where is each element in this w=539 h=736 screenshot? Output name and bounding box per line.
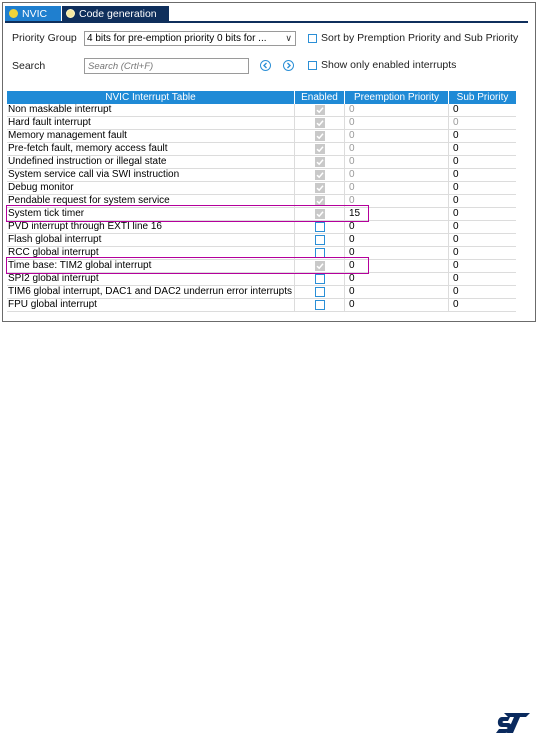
tab-underline — [5, 21, 528, 23]
table-row[interactable] — [7, 130, 516, 143]
sub-priority-cell[interactable]: 0 — [453, 104, 459, 115]
enabled-cell — [295, 117, 345, 129]
interrupt-name: PVD interrupt through EXTI line 16 — [7, 221, 295, 233]
interrupt-name: Debug monitor — [7, 182, 295, 194]
enabled-checkbox[interactable] — [315, 287, 325, 297]
check-icon — [315, 105, 325, 115]
enabled-checkbox-checked — [315, 170, 325, 180]
preemption-priority-cell[interactable]: 0 — [345, 273, 449, 285]
interrupt-name: Hard fault interrupt — [7, 117, 295, 129]
sub-priority-cell[interactable]: 0 — [453, 208, 459, 219]
enabled-cell — [295, 286, 345, 298]
table-row[interactable] — [7, 117, 516, 130]
enabled-cell — [295, 182, 345, 194]
sub-priority-cell[interactable]: 0 — [453, 182, 459, 193]
preemption-priority-cell[interactable]: 0 — [345, 130, 449, 142]
enabled-cell — [295, 169, 345, 181]
preemption-priority-cell[interactable]: 0 — [345, 169, 449, 181]
enabled-cell — [295, 299, 345, 311]
check-icon — [315, 144, 325, 154]
interrupt-name: Flash global interrupt — [7, 234, 295, 246]
status-dot-icon — [66, 9, 75, 18]
table-row[interactable] — [7, 182, 516, 195]
sub-priority-cell[interactable]: 0 — [453, 156, 459, 167]
st-logo-icon — [496, 713, 530, 733]
enabled-cell — [295, 273, 345, 285]
table-row[interactable] — [7, 143, 516, 156]
check-icon — [315, 118, 325, 128]
column-header-sub-priority[interactable]: Sub Priority — [449, 91, 516, 104]
interrupt-name: Pendable request for system service — [7, 195, 295, 207]
sub-priority-cell[interactable]: 0 — [453, 143, 459, 154]
enabled-checkbox[interactable] — [315, 222, 325, 232]
preemption-priority-cell[interactable]: 0 — [345, 221, 449, 233]
preemption-priority-cell[interactable]: 0 — [345, 299, 449, 311]
table-row[interactable] — [7, 169, 516, 182]
tab-bar — [5, 6, 169, 21]
sub-priority-cell[interactable]: 0 — [453, 221, 459, 232]
enabled-checkbox[interactable] — [315, 235, 325, 245]
show-enabled-label: Show only enabled interrupts — [321, 59, 457, 71]
preemption-priority-cell[interactable]: 0 — [345, 156, 449, 168]
enabled-cell — [295, 221, 345, 233]
search-label: Search — [12, 60, 46, 72]
preemption-priority-cell[interactable]: 0 — [345, 260, 449, 272]
interrupt-name: FPU global interrupt — [7, 299, 295, 311]
enabled-checkbox-checked — [315, 118, 325, 128]
enabled-cell — [295, 143, 345, 155]
sub-priority-cell[interactable]: 0 — [453, 117, 459, 128]
table-row[interactable] — [7, 273, 516, 286]
column-header-enabled[interactable]: Enabled — [295, 91, 345, 104]
preemption-priority-cell[interactable]: 0 — [345, 117, 449, 129]
interrupt-name: Pre-fetch fault, memory access fault — [7, 143, 295, 155]
sub-priority-cell[interactable]: 0 — [453, 169, 459, 180]
table-row[interactable] — [7, 234, 516, 247]
enabled-checkbox[interactable] — [315, 300, 325, 310]
interrupt-name: Time base: TIM2 global interrupt — [7, 260, 295, 272]
chevron-right-circle-icon[interactable] — [283, 60, 294, 71]
sort-priority-label: Sort by Premption Priority and Sub Priority — [321, 32, 519, 44]
check-icon — [315, 170, 325, 180]
interrupt-name: Non maskable interrupt — [7, 104, 295, 116]
check-icon — [315, 131, 325, 141]
interrupt-name: System service call via SWI instruction — [7, 169, 295, 181]
preemption-priority-cell[interactable]: 15 — [345, 208, 449, 220]
preemption-priority-cell[interactable]: 0 — [345, 104, 449, 116]
column-header-name[interactable]: NVIC Interrupt Table — [7, 91, 295, 104]
sub-priority-cell[interactable]: 0 — [453, 247, 459, 258]
highlight-tim2-interrupt — [6, 257, 369, 274]
sub-priority-cell[interactable]: 0 — [453, 130, 459, 141]
preemption-priority-cell[interactable]: 0 — [345, 195, 449, 207]
interrupt-name: Memory management fault — [7, 130, 295, 142]
interrupt-name: System tick timer — [7, 208, 295, 220]
priority-group-select[interactable] — [84, 31, 296, 46]
sub-priority-cell[interactable]: 0 — [453, 234, 459, 245]
sub-priority-cell[interactable]: 0 — [453, 260, 459, 271]
table-row[interactable] — [7, 286, 516, 299]
chevron-left-circle-icon[interactable] — [260, 60, 271, 71]
enabled-cell — [295, 130, 345, 142]
enabled-checkbox-checked — [315, 157, 325, 167]
nvic-interrupt-table — [7, 91, 516, 312]
table-row[interactable] — [7, 299, 516, 312]
table-row[interactable] — [7, 221, 516, 234]
table-row[interactable] — [7, 104, 516, 117]
enabled-checkbox-checked — [315, 144, 325, 154]
table-header — [7, 91, 516, 104]
enabled-checkbox-checked — [315, 105, 325, 115]
priority-group-value: 4 bits for pre-emption priority 0 bits for ... — [87, 33, 267, 44]
tab-nvic[interactable] — [5, 6, 61, 21]
status-dot-icon — [9, 9, 18, 18]
enabled-cell — [295, 234, 345, 246]
enabled-cell — [295, 156, 345, 168]
sort-priority-checkbox[interactable] — [308, 34, 317, 43]
highlight-system-tick-timer — [6, 205, 369, 222]
show-enabled-checkbox[interactable] — [308, 61, 317, 70]
enabled-checkbox-checked — [315, 183, 325, 193]
preemption-priority-cell[interactable]: 0 — [345, 182, 449, 194]
enabled-checkbox[interactable] — [315, 274, 325, 284]
sub-priority-cell[interactable]: 0 — [453, 273, 459, 284]
interrupt-name: TIM6 global interrupt, DAC1 and DAC2 underrun error interrupts — [7, 286, 295, 298]
preemption-priority-cell[interactable]: 0 — [345, 247, 449, 259]
chevron-down-icon: ∨ — [285, 33, 292, 43]
sub-priority-cell[interactable]: 0 — [453, 299, 459, 310]
sub-priority-cell[interactable]: 0 — [453, 286, 459, 297]
check-icon — [315, 183, 325, 193]
enabled-checkbox-checked — [315, 131, 325, 141]
sub-priority-cell[interactable]: 0 — [453, 195, 459, 206]
preemption-priority-cell[interactable]: 0 — [345, 234, 449, 246]
search-input[interactable] — [84, 58, 249, 74]
interrupt-name: Undefined instruction or illegal state — [7, 156, 295, 168]
preemption-priority-cell[interactable]: 0 — [345, 286, 449, 298]
preemption-priority-cell[interactable]: 0 — [345, 143, 449, 155]
interrupt-name: SPI2 global interrupt — [7, 273, 295, 285]
priority-group-label: Priority Group — [12, 32, 77, 44]
tab-nvic-label: NVIC — [22, 7, 48, 20]
enabled-cell — [295, 104, 345, 116]
tab-code-generation-label: Code generation — [79, 7, 157, 20]
check-icon — [315, 157, 325, 167]
table-row[interactable] — [7, 156, 516, 169]
tab-code-generation[interactable] — [62, 6, 169, 21]
interrupt-name: RCC global interrupt — [7, 247, 295, 259]
column-header-preemption[interactable]: Preemption Priority — [345, 91, 449, 104]
